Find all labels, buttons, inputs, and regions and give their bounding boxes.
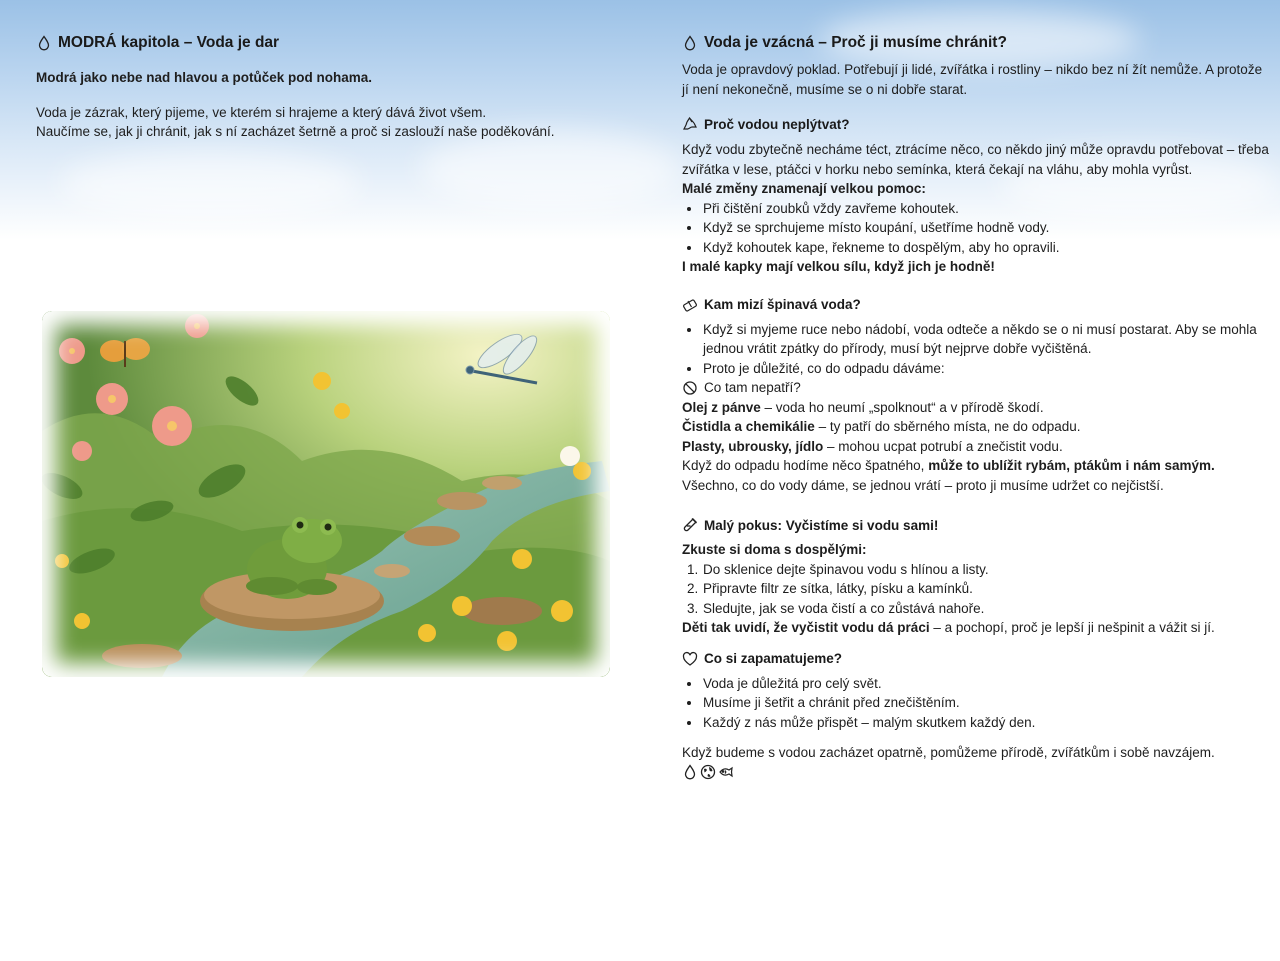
list-item: 2. Připravte filtr ze sítka, látky, písku a kamínků. (702, 579, 1272, 599)
fish-icon (718, 764, 733, 779)
eraser-icon (682, 297, 698, 313)
right-title-text: Voda je vzácná – Proč ji musíme chránit? (704, 34, 1007, 51)
left-intro-line-1: Voda je zázrak, který pijeme, ve kterém si hrajeme a který dává život všem. (36, 104, 487, 120)
list-item: • Při čištění zoubků vždy zavřeme kohoutek. (702, 199, 1272, 219)
dirty-list (682, 320, 1272, 379)
not-belong-text: Co tam nepatří? (704, 380, 801, 395)
list-item: • Každý z nás může přispět – malým skutkem každý den. (702, 713, 1272, 733)
droplet-icon (682, 35, 698, 51)
right-intro: Voda je opravdový poklad. Potřebují ji lidé, zvířátka i rostliny – nikdo bez ní žít nemůže. A protože jí není nekonečně, musíme se o ni dobře starat. (682, 62, 1263, 97)
test-tube-icon (682, 517, 698, 533)
left-column (36, 34, 616, 142)
list-item: • Když kohoutek kape, řekneme to dospělým, aby ho opravili. (702, 238, 1272, 258)
list-item: 1. Do sklenice dejte špinavou vodu s hlínou a listy. (702, 560, 1272, 580)
waste-conclusion: I malé kapky mají velkou sílu, když jich je hodně! (682, 259, 995, 274)
list-item: 3. Sledujte, jak se voda čistí a co zůstává nahoře. (702, 599, 1272, 619)
pond-illustration (42, 311, 610, 677)
remember-list (682, 674, 1272, 733)
prohibited-icon (682, 380, 698, 396)
heart-icon (682, 651, 698, 667)
experiment-heading-text: Malý pokus: Vyčistíme si vodu sami! (704, 517, 939, 533)
return-line: Všechno, co do vody dáme, se jednou vrátí – proto ji musíme udržet co nejčistší. (682, 477, 1164, 493)
left-title-text: MODRÁ kapitola – Voda je dar (58, 34, 280, 51)
closing-text: Když budeme s vodou zacházet opatrně, pomůžeme přírodě, zvířátkům i sobě navzájem. (682, 745, 1215, 760)
list-item: • Když si myjeme ruce nebo nádobí, voda odteče a někdo se o ni musí postarat. Aby se mohla jednou vrátit zpátky do přírody, musí být nejprve dobře vyčištěná. (702, 320, 1272, 359)
right-title (682, 34, 1272, 52)
list-item: • Voda je důležitá pro celý svět. (702, 674, 1272, 694)
experiment-heading (682, 517, 1272, 533)
closing-icons (682, 764, 1272, 779)
recycle-icon (682, 116, 698, 132)
remember-heading-text: Co si zapamatujeme? (704, 651, 843, 666)
list-item: • Musíme ji šetřit a chránit před znečištěním. (702, 693, 1272, 713)
waste-changes-heading: Malé změny znamenají velkou pomoc: (682, 181, 926, 196)
droplet-icon (36, 35, 52, 51)
dirty-heading-text: Kam mizí špinavá voda? (704, 297, 861, 312)
list-item: • Když se sprchujeme místo koupání, ušetříme hodně vody. (702, 218, 1272, 238)
pond-scene (42, 311, 610, 677)
harm-line: Když do odpadu hodíme něco špatného, může to ublížit rybám, ptákům i nám samým. (682, 458, 1215, 473)
list-item: • Proto je důležité, co do odpadu dáváme: (702, 359, 1272, 379)
right-column (682, 34, 1272, 779)
not-belong-row (682, 378, 1272, 398)
left-subtitle: Modrá jako nebe nad hlavou a potůček pod nohama. (36, 70, 373, 85)
experiment-intro: Zkuste si doma s dospělými: (682, 542, 867, 557)
plastic-line: Plasty, ubrousky, jídlo – mohou ucpat potrubí a znečistit vodu. (682, 438, 1063, 454)
globe-icon (700, 764, 715, 779)
experiment-steps (682, 560, 1272, 619)
left-title (36, 34, 616, 52)
chem-line: Čistidla a chemikálie – ty patří do sběrného místa, ne do odpadu. (682, 419, 1081, 434)
remember-heading (682, 651, 1272, 667)
waste-heading-text: Proč vodou neplýtvat? (704, 116, 850, 132)
waste-text: Když vodu zbytečně necháme téct, ztrácíme něco, co někdo jiný může opravdu potřebovat – třeba zvířátka v lese, ptáčci v horku nebo semínka, která čekají na vláhu, aby mohla vyrůst. (682, 142, 1269, 177)
waste-heading (682, 116, 1272, 132)
droplet-icon (682, 764, 697, 779)
dirty-heading (682, 297, 1272, 313)
experiment-result: Děti tak uvidí, že vyčistit vodu dá práci – a pochopí, proč je lepší ji nešpinit a vážit si jí. (682, 620, 1215, 635)
oil-line: Olej z pánve – voda ho neumí „spolknout“ a v přírodě škodí. (682, 399, 1044, 415)
left-intro-line-2: Naučíme se, jak ji chránit, jak s ní zacházet šetrně a proč si zaslouží naše poděkování. (36, 124, 555, 139)
waste-list (682, 199, 1272, 258)
